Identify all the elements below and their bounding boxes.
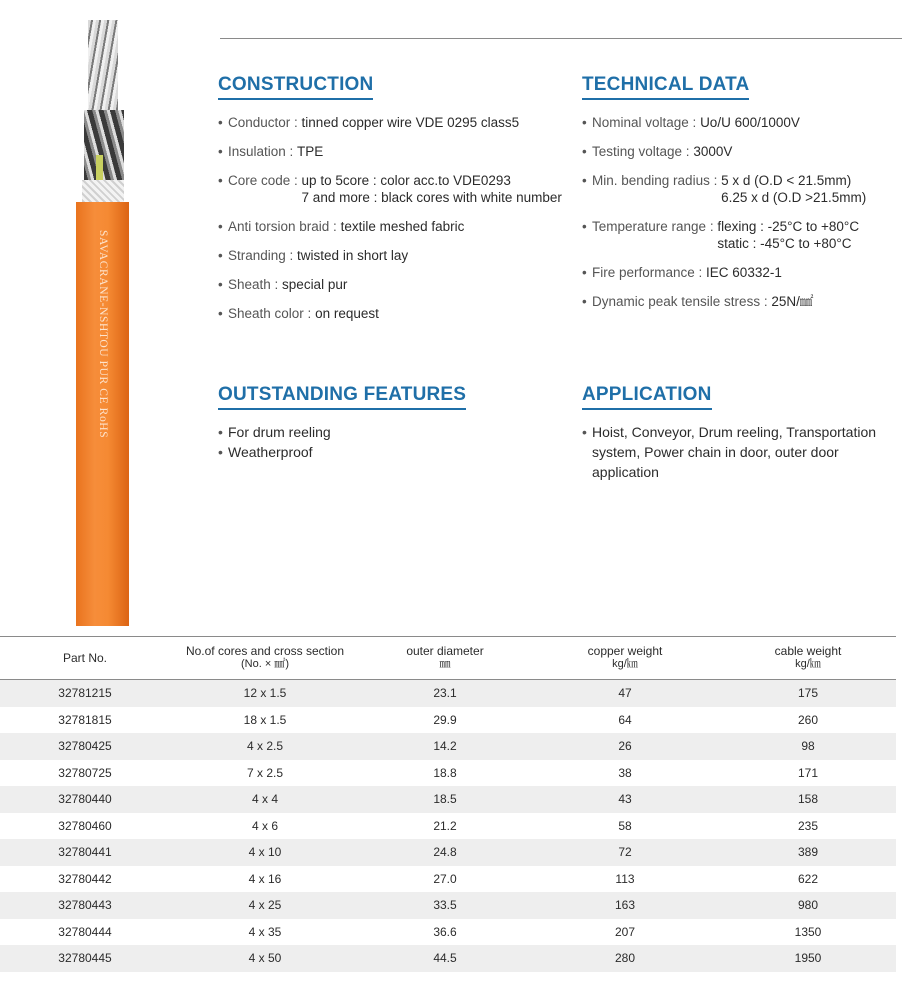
table-cell: 32780442	[58, 871, 112, 886]
technical-item-label: Nominal voltage :	[592, 115, 701, 130]
technical-item-label: Dynamic peak tensile stress :	[592, 294, 772, 309]
features-section	[218, 384, 558, 462]
technical-item	[582, 218, 898, 252]
table-cell: 29.9	[433, 712, 457, 727]
table-row	[0, 839, 896, 866]
construction-item	[218, 114, 578, 131]
table-cell: 4 x 2.5	[170, 733, 360, 760]
table-cell: 21.2	[433, 818, 457, 833]
construction-title: CONSTRUCTION	[218, 74, 373, 100]
table-cell: 163	[530, 892, 720, 919]
table-cell: 32781215	[0, 680, 170, 707]
technical-item	[582, 172, 898, 206]
table-row	[0, 945, 896, 972]
table-row	[0, 680, 896, 707]
bullet-icon: •	[218, 115, 223, 130]
table-cell: 43	[530, 786, 720, 813]
table-cell: 113	[615, 871, 635, 886]
application-section	[582, 384, 898, 482]
table-cell: 7 x 2.5	[246, 765, 284, 780]
table-cell: 38	[618, 765, 632, 780]
table-row	[0, 813, 896, 840]
table-cell: 32780444	[58, 924, 112, 939]
table-header-cell	[360, 637, 530, 680]
table-cell: 280	[530, 945, 720, 972]
construction-item-label: Anti torsion braid :	[228, 219, 341, 234]
table-cell: 33.5	[360, 892, 530, 919]
construction-item-label: Insulation :	[228, 144, 298, 159]
table-row	[0, 707, 896, 734]
table-header-unit: ㎜	[439, 658, 451, 670]
table-header-cell	[530, 637, 720, 680]
bullet-icon: •	[218, 444, 223, 460]
table-header-unit: (No. × ㎟)	[241, 658, 289, 670]
table-cell: 4 x 35	[248, 924, 282, 939]
table-cell: 235	[797, 818, 819, 833]
cable-cores	[84, 110, 124, 184]
table-cell: 158	[720, 786, 896, 813]
table-row	[0, 786, 896, 813]
construction-item-label: Conductor :	[228, 115, 302, 130]
construction-item-value: up to 5core : color acc.to VDE0293 7 and more : black cores with white number	[301, 173, 562, 205]
technical-item-label: Temperature range :	[592, 219, 718, 234]
table-cell: 14.2	[360, 733, 530, 760]
features-item	[218, 422, 558, 442]
table-cell: 32780440	[0, 786, 170, 813]
cable-image	[72, 20, 132, 610]
construction-item-value: TPE	[297, 144, 324, 159]
top-divider	[220, 38, 902, 39]
construction-item-label: Sheath color :	[228, 306, 316, 321]
table-header-cell	[720, 637, 896, 680]
bullet-icon: •	[582, 294, 587, 309]
construction-item-label: Core code :	[228, 173, 302, 188]
cable-wires	[88, 20, 118, 112]
bullet-icon: •	[582, 424, 587, 440]
construction-item	[218, 305, 578, 322]
technical-item-label: Min. bending radius :	[592, 173, 722, 188]
features-list	[218, 422, 558, 462]
spec-table	[0, 636, 896, 972]
features-title: OUTSTANDING FEATURES	[218, 384, 466, 410]
table-cell: 4 x 16	[248, 871, 282, 886]
construction-item-value: textile meshed fabric	[340, 219, 465, 234]
table-cell: 23.1	[360, 680, 530, 707]
application-list	[582, 422, 898, 482]
table-row	[0, 892, 896, 919]
table-row	[0, 760, 896, 787]
table-header-unit: kg/㎞	[612, 658, 638, 670]
application-item-text: Hoist, Conveyor, Drum reeling, Transportation system, Power chain in door, outer door application	[592, 424, 877, 480]
table-cell: 72	[530, 839, 720, 866]
table-header-label: No.of cores and cross section	[185, 644, 345, 658]
table-cell: 36.6	[433, 924, 457, 939]
cable-jacket-print: SAVACRANE-NSHTOU PUR CE RoHS	[97, 230, 109, 439]
table-cell: 622	[797, 871, 819, 886]
technical-item-value: flexing : -25°C to +80°C static : -45°C to +80°C	[717, 219, 860, 251]
table-cell: 4 x 25	[170, 892, 360, 919]
table-cell: 175	[720, 680, 896, 707]
features-item	[218, 442, 558, 462]
table-cell: 32780460	[58, 818, 112, 833]
bullet-icon: •	[218, 306, 223, 321]
construction-item	[218, 276, 578, 293]
table-cell: 4 x 4	[170, 786, 360, 813]
technical-item-value: 5 x d (O.D < 21.5mm) 6.25 x d (O.D >21.5mm)	[721, 173, 867, 205]
features-item-text: Weatherproof	[228, 444, 313, 460]
technical-item-value: IEC 60332-1	[706, 265, 782, 280]
table-cell: 1350	[794, 924, 822, 939]
table-body	[0, 680, 896, 972]
table-header-cell	[0, 637, 170, 680]
table-cell: 64	[618, 712, 632, 727]
application-title: APPLICATION	[582, 384, 712, 410]
table-cell: 980	[720, 892, 896, 919]
technical-item-value: 3000V	[693, 144, 733, 159]
table-cell: 260	[797, 712, 819, 727]
bullet-icon: •	[582, 219, 587, 234]
table-row	[0, 733, 896, 760]
bullet-icon: •	[218, 144, 223, 159]
construction-section	[218, 74, 578, 334]
table-header-label: cable weight	[774, 644, 842, 658]
construction-item-value: on request	[315, 306, 379, 321]
technical-item	[582, 264, 898, 281]
bullet-icon: •	[582, 115, 587, 130]
application-item	[582, 422, 898, 482]
table-cell: 4 x 50	[170, 945, 360, 972]
table-cell: 18.8	[433, 765, 457, 780]
technical-item	[582, 143, 898, 160]
table-cell: 32780443	[0, 892, 170, 919]
table-cell: 44.5	[360, 945, 530, 972]
technical-title: TECHNICAL DATA	[582, 74, 749, 100]
table-header-label: Part No.	[62, 650, 107, 665]
bullet-icon: •	[218, 248, 223, 263]
table-cell: 26	[530, 733, 720, 760]
table-row	[0, 919, 896, 946]
construction-item	[218, 172, 578, 206]
table-header-cell	[170, 637, 360, 680]
technical-item	[582, 293, 898, 310]
table-cell: 171	[797, 765, 819, 780]
table-cell: 32780445	[0, 945, 170, 972]
construction-item-label: Sheath :	[228, 277, 283, 292]
bullet-icon: •	[582, 173, 587, 188]
table-cell: 58	[618, 818, 632, 833]
table-cell: 18.5	[360, 786, 530, 813]
table-cell: 32781815	[58, 712, 112, 727]
technical-item-label: Fire performance :	[592, 265, 707, 280]
technical-item-value: Uo/U 600/1000V	[700, 115, 800, 130]
construction-item-value: twisted in short lay	[297, 248, 409, 263]
technical-list	[582, 114, 898, 310]
table-cell: 207	[614, 924, 636, 939]
table-cell: 98	[720, 733, 896, 760]
table-cell: 4 x 6	[251, 818, 278, 833]
table-cell: 24.8	[360, 839, 530, 866]
bullet-icon: •	[218, 219, 223, 234]
table-cell: 32780441	[0, 839, 170, 866]
table-row	[0, 866, 896, 893]
table-cell: 27.0	[433, 871, 457, 886]
features-item-text: For drum reeling	[228, 424, 331, 440]
table-header-unit: kg/㎞	[795, 658, 821, 670]
table-cell: 32780725	[58, 765, 112, 780]
table-cell: 32780425	[0, 733, 170, 760]
table-cell: 18 x 1.5	[243, 712, 287, 727]
table-cell: 1950	[720, 945, 896, 972]
technical-item	[582, 114, 898, 131]
table-header-row	[0, 637, 896, 680]
bullet-icon: •	[582, 144, 587, 159]
table-header-label: outer diameter	[406, 644, 484, 658]
construction-item	[218, 247, 578, 264]
construction-item	[218, 143, 578, 160]
bullet-icon: •	[218, 424, 223, 440]
bullet-icon: •	[582, 265, 587, 280]
table-cell: 12 x 1.5	[170, 680, 360, 707]
construction-item-value: tinned copper wire VDE 0295 class5	[301, 115, 520, 130]
bullet-icon: •	[218, 277, 223, 292]
bullet-icon: •	[218, 173, 223, 188]
technical-item-value: 25N/㎟	[771, 294, 814, 309]
table-cell: 4 x 10	[170, 839, 360, 866]
construction-list	[218, 114, 578, 322]
construction-item	[218, 218, 578, 235]
technical-section	[582, 74, 898, 322]
technical-item-label: Testing voltage :	[592, 144, 694, 159]
table-cell: 389	[720, 839, 896, 866]
construction-item-value: special pur	[282, 277, 348, 292]
table-header-label: copper weight	[587, 644, 663, 658]
construction-item-label: Stranding :	[228, 248, 298, 263]
table-cell: 47	[530, 680, 720, 707]
